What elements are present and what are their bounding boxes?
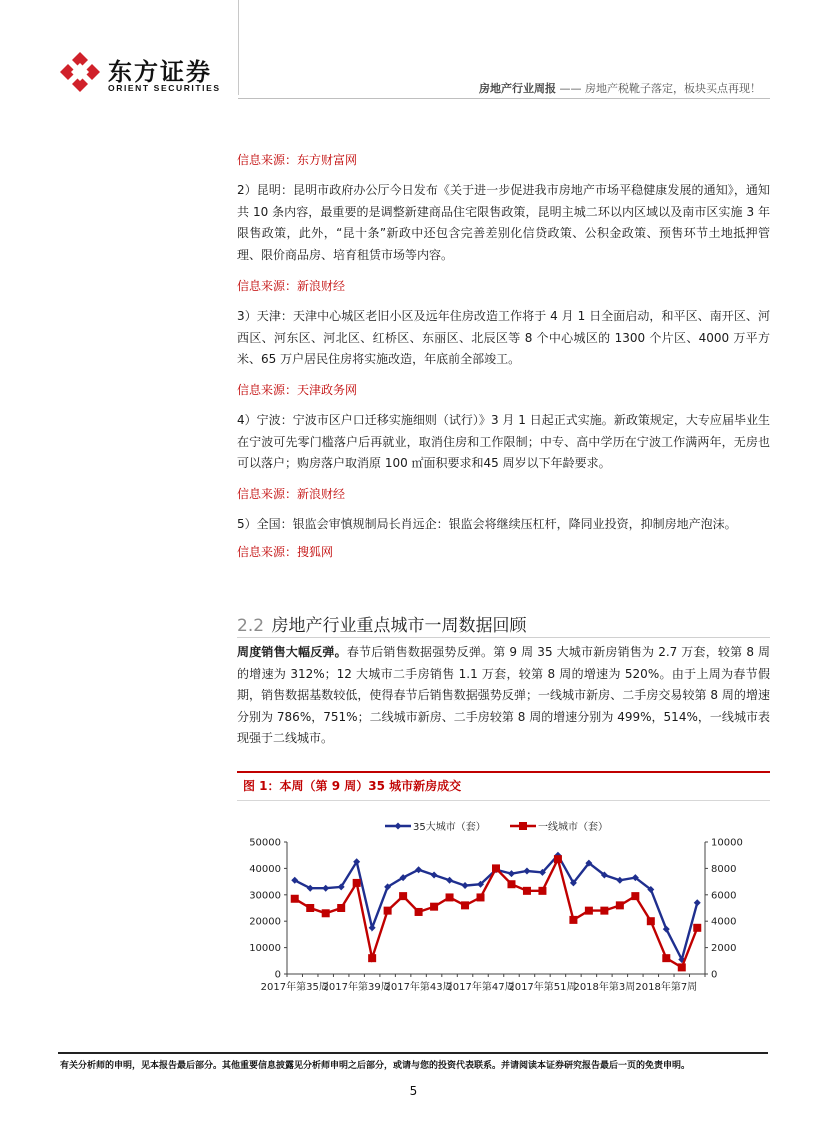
news-source-1: 信息来源：东方财富网 xyxy=(237,153,358,167)
series-2-point xyxy=(430,903,438,911)
summary-body: 春节后销售数据强势反弹。第 9 周 35 大城市新房销售为 2.7 万套，较第 8 周的增速为 312%；12 大城市二手房销售 1.1 万套，较第 8 周的增速为 520%。由于上周为春节假期，销售数据基数较低，使得春节后销售数据强势反弹；一线城市新房、二手房交易较第 8 周的增速分别为 786%，751%；二线城市新房、二手房较第 8 周的增速分别为 499%，514%，一线城市表现强于二线城市。 xyxy=(237,645,770,745)
right-axis-tick-label: 8000 xyxy=(711,863,737,875)
x-axis-tick-label: 2017年第39周 xyxy=(322,982,391,993)
series-2-point xyxy=(507,880,515,888)
right-axis-tick-label: 0 xyxy=(711,969,718,981)
series-2-point xyxy=(399,892,407,900)
series-2-point xyxy=(291,895,299,903)
legend-label-2: 一线城市（套） xyxy=(538,822,608,833)
series-2-point xyxy=(616,901,624,909)
series-2-point xyxy=(538,887,546,895)
series-1-point xyxy=(616,877,623,884)
series-1-point xyxy=(462,882,469,889)
left-axis-tick-label: 0 xyxy=(274,969,281,981)
header-divider xyxy=(238,98,770,99)
series-2-point xyxy=(461,901,469,909)
series-line-2 xyxy=(295,859,698,967)
news-item-ningbo: 4）宁波：宁波市区户口迁移实施细则（试行）》3 月 1 日起正式实施。新政策规定，大专应届毕业生在宁波可先零门槛落户后再就业，取消住房和工作限制；中专、高中学历在宁波工作满两年，无房也可以落户；购房落户取消原 100 ㎡面积要求和45 周岁以下年龄要求。 xyxy=(237,413,770,470)
series-2-point xyxy=(306,904,314,912)
header-report-title xyxy=(479,80,761,96)
section-number: 2.2 xyxy=(237,616,265,636)
logo-text-cn: 东方证券 xyxy=(108,58,212,86)
series-1-point xyxy=(523,868,530,875)
sales-line-chart xyxy=(237,812,770,1002)
series-1-point xyxy=(508,870,515,877)
series-2-point xyxy=(662,954,670,962)
series-2-point xyxy=(477,893,485,901)
series-2-point xyxy=(368,954,376,962)
news-source-3: 信息来源：天津政务网 xyxy=(237,383,358,397)
legend-marker-1 xyxy=(395,823,402,830)
left-axis-tick-label: 10000 xyxy=(249,943,281,955)
right-axis-tick-label: 4000 xyxy=(711,916,737,928)
x-axis-tick-label: 2018年第3周 xyxy=(573,982,636,993)
news-source-2: 信息来源：新浪财经 xyxy=(237,279,346,293)
news-item-kunming: 2）昆明：昆明市政府办公厅今日发布《关于进一步促进我市房地产市场平稳健康发展的通知》，通知共 10 条内容，最重要的是调整新建商品住宅限售政策，昆明主城二环以内区域以及南市区实施 3 年限售政策，此外，“昆十条”新政中还包含完善差别化信贷政策、公积金政策、预售环节土地抵押管理、限价商品房、培育租赁市场等内容。 xyxy=(237,183,770,262)
series-2-point xyxy=(492,864,500,872)
x-axis-tick-label: 2017年第47周 xyxy=(446,982,515,993)
news-source-5: 信息来源：搜狐网 xyxy=(237,545,334,559)
series-2-point xyxy=(337,904,345,912)
series-2-point xyxy=(415,908,423,916)
series-2-point xyxy=(693,924,701,932)
series-2-point xyxy=(585,907,593,915)
news-source-4: 信息来源：新浪财经 xyxy=(237,487,346,501)
series-2-point xyxy=(446,893,454,901)
series-1-point xyxy=(446,877,453,884)
series-2-point xyxy=(600,907,608,915)
figure-bottom-rule xyxy=(237,800,770,801)
series-2-point xyxy=(631,892,639,900)
figure-top-rule xyxy=(237,771,770,773)
report-subtitle: 房地产税靴子落定，板块买点再现！ xyxy=(585,82,761,95)
series-2-point xyxy=(384,907,392,915)
header-vertical-divider xyxy=(238,0,239,95)
footer-divider xyxy=(58,1052,768,1054)
series-1-point xyxy=(322,885,329,892)
summary-paragraph xyxy=(237,642,770,750)
left-axis-tick-label: 30000 xyxy=(249,890,281,902)
series-1-point xyxy=(694,899,701,906)
series-2-point xyxy=(353,879,361,887)
series-2-point xyxy=(322,909,330,917)
news-item-tianjin: 3）天津：天津中心城区老旧小区及远年住房改造工作将于 4 月 1 日全面启动，和平区、南开区、河西区、河东区、河北区、红桥区、东丽区、北辰区等 8 个中心城区的 1300 个片区、4000 万平方米、65 万户居民住房将实施改造，年底前全部竣工。 xyxy=(237,309,770,366)
figure-title: 图 1：本周（第 9 周）35 城市新房成交 xyxy=(243,779,462,793)
right-axis-tick-label: 2000 xyxy=(711,943,737,955)
series-1-point xyxy=(431,872,438,879)
series-2-point xyxy=(647,917,655,925)
logo-text-en: ORIENT SECURITIES xyxy=(108,83,221,93)
x-axis-tick-label: 2018年第7周 xyxy=(635,982,698,993)
series-2-point xyxy=(569,916,577,924)
summary-lead: 周度销售大幅反弹。 xyxy=(237,645,347,659)
series-2-point xyxy=(523,887,531,895)
page-number: 5 xyxy=(409,1084,418,1098)
left-axis-tick-label: 20000 xyxy=(249,916,281,928)
x-axis-tick-label: 2017年第35周 xyxy=(260,982,329,993)
series-1-point xyxy=(369,924,376,931)
header-separator: —— xyxy=(556,82,585,95)
legend-label-1: 35大城市（套） xyxy=(413,822,486,833)
section-title: 房地产行业重点城市一周数据回顾 xyxy=(271,616,527,636)
legend-marker-2 xyxy=(519,822,527,830)
right-axis-tick-label: 6000 xyxy=(711,890,737,902)
series-2-point xyxy=(554,855,562,863)
x-axis-tick-label: 2017年第43周 xyxy=(384,982,453,993)
left-axis-tick-label: 40000 xyxy=(249,863,281,875)
section-divider xyxy=(237,637,770,638)
report-name: 房地产行业周报 xyxy=(479,82,556,95)
news-item-national: 5）全国：银监会审慎规制局长肖远企：银监会将继续压杠杆，降同业投资，抑制房地产泡沫。 xyxy=(237,517,737,531)
logo-mark-icon xyxy=(58,50,102,94)
right-axis-tick-label: 10000 xyxy=(711,837,743,849)
series-2-point xyxy=(678,963,686,971)
x-axis-tick-label: 2017年第51周 xyxy=(508,982,577,993)
footer-disclaimer: 有关分析师的申明，见本报告最后部分。其他重要信息披露见分析师申明之后部分，或请与您的投资代表联系。并请阅读本证券研究报告最后一页的免责申明。 xyxy=(60,1061,691,1071)
left-axis-tick-label: 50000 xyxy=(249,837,281,849)
section-heading xyxy=(237,611,526,636)
